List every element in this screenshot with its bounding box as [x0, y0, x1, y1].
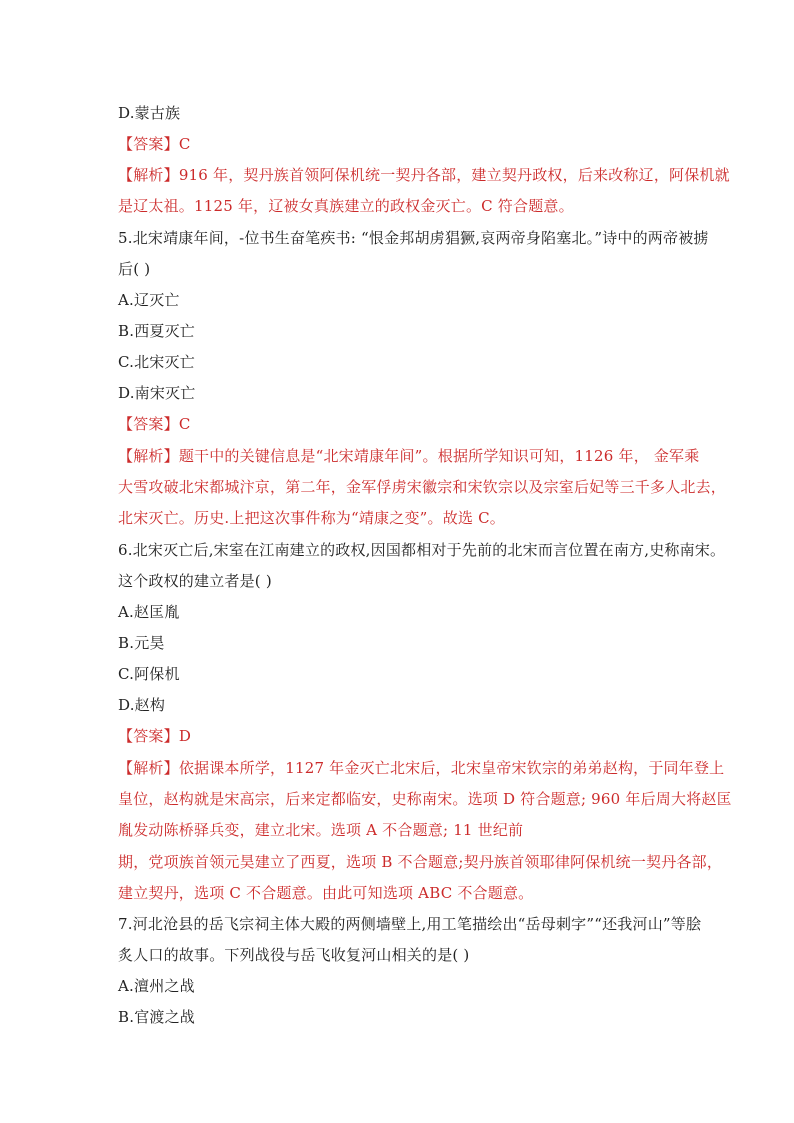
q6-stem-line-2: 这个政权的建立者是( ) — [118, 572, 272, 590]
q6-explanation-line-2: 皇位，赵构就是宋高宗，后来定都临安，史称南宋。选项 D 符合题意; 960 年后周大将赵匡 — [118, 790, 732, 808]
q6-option-d: D.赵构 — [118, 696, 166, 714]
q7-option-a: A.澶州之战 — [118, 977, 195, 995]
explanation-text: 题干中的关键信息是“北宋靖康年间”。根据所学知识可知，1126 年， 金军乘 — [178, 447, 700, 465]
answer-value: C — [178, 135, 191, 153]
q6-explanation-line-3: 胤发动陈桥驿兵变，建立北宋。选项 A 不合题意; 11 世纪前 — [118, 821, 524, 839]
explanation-text: 依据课本所学，1127 年金灭亡北宋后，北宋皇帝宋钦宗的弟弟赵构，于同年登上 — [178, 759, 725, 777]
answer-tag: 【答案】 — [118, 415, 179, 433]
q6-option-b: B.元昊 — [118, 634, 165, 652]
q6-stem-line-1: 6.北宋灭亡后,宋室在江南建立的政权,因国都相对于先前的北宋而言位置在南方,史称南宋。 — [118, 541, 726, 559]
q4-explanation-line-2: 是辽太祖。1125 年，辽被女真族建立的政权金灭亡。C 符合题意。 — [118, 197, 574, 215]
explanation-text: 916 年，契丹族首领阿保机统一契丹各部，建立契丹政权，后来改称辽，阿保机就 — [178, 166, 730, 184]
q5-stem-line-1: 5.北宋靖康年间，-位书生奋笔疾书: “恨金邦胡虏猖獗,哀两帝身陷塞北。”诗中的两帝被掳 — [118, 229, 709, 247]
explanation-tag: 【解析】 — [118, 166, 179, 184]
answer-value: D — [178, 727, 192, 745]
q6-option-a: A.赵匡胤 — [118, 603, 180, 621]
q6-option-c: C.阿保机 — [118, 665, 180, 683]
q4-answer-line — [118, 134, 191, 154]
q6-explanation-line-5: 建立契丹，选项 C 不合题意。由此可知选项 ABC 不合题意。 — [118, 884, 534, 902]
explanation-tag: 【解析】 — [118, 759, 179, 777]
q5-option-c: C.北宋灭亡 — [118, 353, 195, 371]
q5-option-d: D.南宋灭亡 — [118, 384, 196, 402]
q4-option-d: D.蒙古族 — [118, 104, 181, 122]
q5-stem-line-2: 后( ) — [118, 260, 151, 278]
q7-stem-line-1: 7.河北沧县的岳飞宗祠主体大殿的两侧墙壁上,用工笔描绘出“岳母刺字”“还我河山”等脍 — [118, 915, 702, 933]
q4-explanation-line-1 — [118, 165, 730, 185]
explanation-tag: 【解析】 — [118, 447, 179, 465]
q5-answer-line — [118, 414, 191, 434]
q5-option-a: A.辽灭亡 — [118, 291, 180, 309]
q6-explanation-line-1 — [118, 758, 724, 778]
q7-option-b: B.官渡之战 — [118, 1008, 195, 1026]
answer-tag: 【答案】 — [118, 727, 179, 745]
q5-explanation-line-3: 北宋灭亡。历史.上把这次事件称为“靖康之变”。故选 C。 — [118, 509, 505, 527]
q5-explanation-line-1 — [118, 446, 699, 466]
answer-tag: 【答案】 — [118, 135, 179, 153]
q5-option-b: B.西夏灭亡 — [118, 322, 195, 340]
q6-answer-line — [118, 726, 191, 746]
q7-stem-line-2: 炙人口的故事。下列战役与岳飞收复河山相关的是( ) — [118, 946, 470, 964]
q5-explanation-line-2: 大雪攻破北宋都城汴京，第二年，金军俘虏宋徽宗和宋钦宗以及宗室后妃等三千多人北去， — [118, 478, 727, 496]
answer-value: C — [178, 415, 191, 433]
q6-explanation-line-4: 期，党项族首领元昊建立了西夏，选项 B 不合题意;契丹族首领耶律阿保机统一契丹各部， — [118, 853, 723, 871]
